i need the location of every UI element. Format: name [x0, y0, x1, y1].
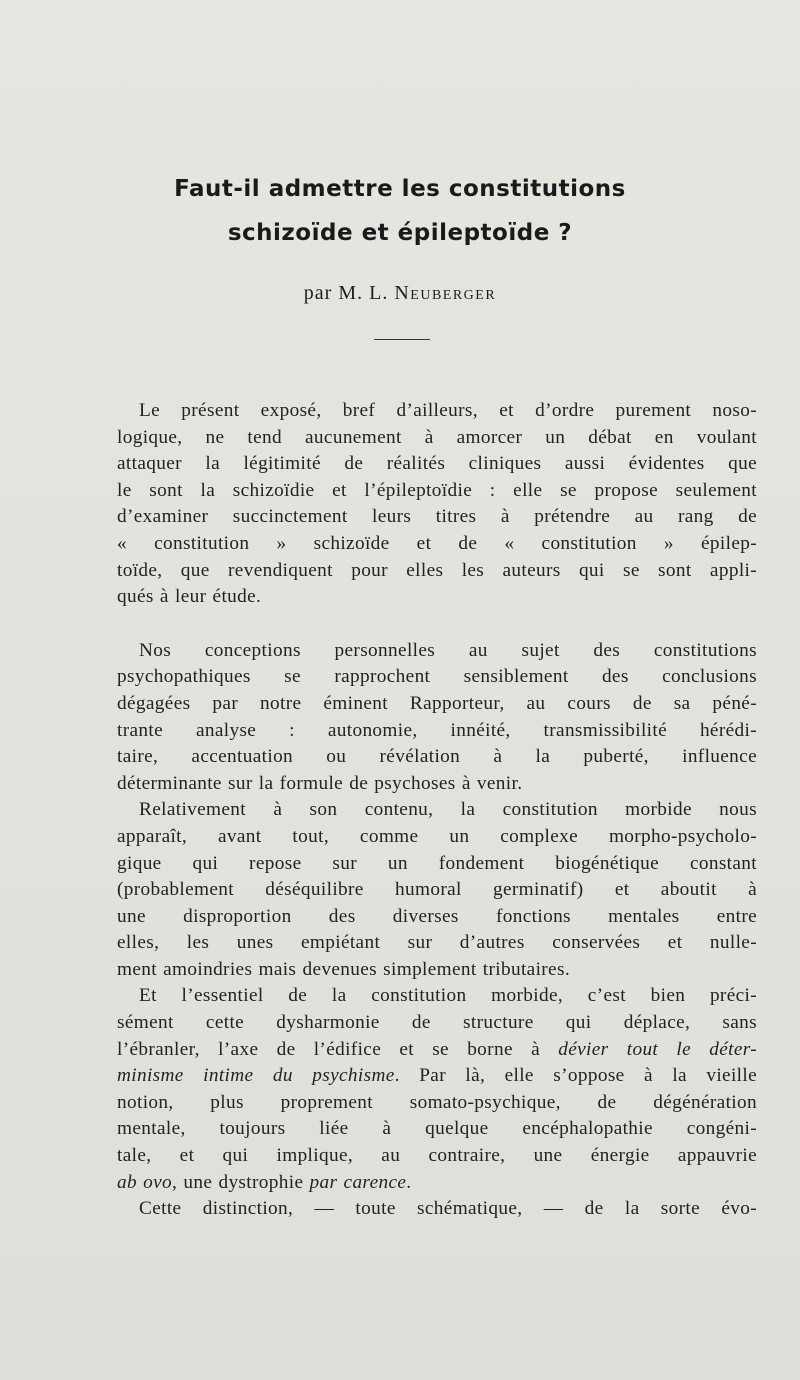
italic-phrase: par carence — [309, 1171, 407, 1193]
text-line: Et l’essentiel de la constitution morbide, c’est bien préci- — [139, 985, 757, 1007]
text-line: mentale, toujours liée à quelque encéphalopathie congéni- — [117, 1118, 757, 1140]
text-line: toïde, que revendiquent pour elles les auteurs qui se sont appli- — [117, 559, 757, 581]
text-line: gique qui repose sur un fondement biogénétique constant — [117, 852, 757, 874]
text-line: taire, accentuation ou révélation à la puberté, influence — [117, 746, 757, 768]
text-line: trante analyse : autonomie, innéité, transmissibilité hérédi- — [117, 719, 757, 741]
title-line-1: Faut-il admettre les constitutions — [174, 176, 626, 202]
text-line: une disproportion des diverses fonctions mentales entre — [117, 905, 757, 927]
title-line-2: schizoïde et épileptoïde ? — [227, 220, 573, 246]
paragraph-3 — [117, 797, 757, 983]
text-line: d’examiner succinctement leurs titres à prétendre au rang de — [117, 506, 757, 528]
text-line: Nos conceptions personnelles au sujet des constitutions — [139, 639, 757, 661]
text-line: notion, plus proprement somato-psychique, de dégénération — [117, 1091, 757, 1113]
text-line — [117, 1063, 757, 1090]
text-line: (probablement déséquilibre humoral germinatif) et aboutit à — [117, 879, 757, 901]
text-line: elles, les unes empiétant sur d’autres conservées et nulle- — [117, 932, 757, 954]
text-run: . Par là, elle s’oppose à la vieille — [394, 1065, 757, 1087]
text-run: . — [406, 1171, 412, 1193]
text-line: sément cette dysharmonie de structure qui déplace, sans — [117, 1012, 757, 1034]
byline — [0, 282, 800, 305]
byline-prefix: par M. L. — [303, 282, 389, 304]
text-line: ment amoindries mais devenues simplement tributaires. — [117, 958, 570, 980]
italic-phrase: minisme intime du psychisme — [117, 1065, 395, 1087]
text-run: l’ébranler, l’axe de l’édifice et se borne à — [117, 1038, 559, 1060]
text-line: tale, et qui implique, au contraire, une énergie appauvrie — [117, 1145, 757, 1167]
paragraph-5 — [117, 1196, 757, 1223]
text-line: Relativement à son contenu, la constitution morbide nous — [139, 799, 757, 821]
paragraph-gap — [117, 611, 757, 638]
separator-rule — [374, 339, 430, 340]
text-line: déterminante sur la formule de psychoses à venir. — [117, 772, 523, 794]
author-name: Neuberger — [394, 282, 497, 304]
paragraph-2 — [117, 638, 757, 798]
text-line: Le présent exposé, bref d’ailleurs, et d’ordre purement noso- — [139, 400, 757, 421]
text-line: apparaît, avant tout, comme un complexe morpho-psycholo- — [117, 825, 757, 847]
italic-phrase: ab ovo — [117, 1171, 173, 1193]
article-body — [117, 398, 757, 1223]
text-line: attaquer la légitimité de réalités cliniques aussi évidentes que — [117, 453, 757, 475]
text-line: le sont la schizoïdie et l’épileptoïdie : elle se propose seulement — [117, 479, 757, 501]
text-run: , une dystrophie — [172, 1171, 310, 1193]
text-line: « constitution » schizoïde et de « constitution » épilep- — [117, 532, 757, 554]
text-line: dégagées par notre éminent Rapporteur, au cours de sa péné- — [117, 692, 757, 714]
text-line: qués à leur étude. — [117, 586, 262, 608]
paragraph-1 — [117, 398, 757, 611]
text-line: psychopathiques se rapprochent sensiblement des conclusions — [117, 666, 757, 688]
paragraph-4 — [117, 983, 757, 1196]
text-line: Cette distinction, — toute schématique, — de la sorte évo- — [139, 1198, 757, 1220]
text-line — [117, 1037, 757, 1064]
text-line: logique, ne tend aucunement à amorcer un débat en voulant — [117, 426, 757, 448]
text-line — [117, 1170, 757, 1197]
italic-phrase: dévier tout le déter- — [558, 1038, 757, 1060]
